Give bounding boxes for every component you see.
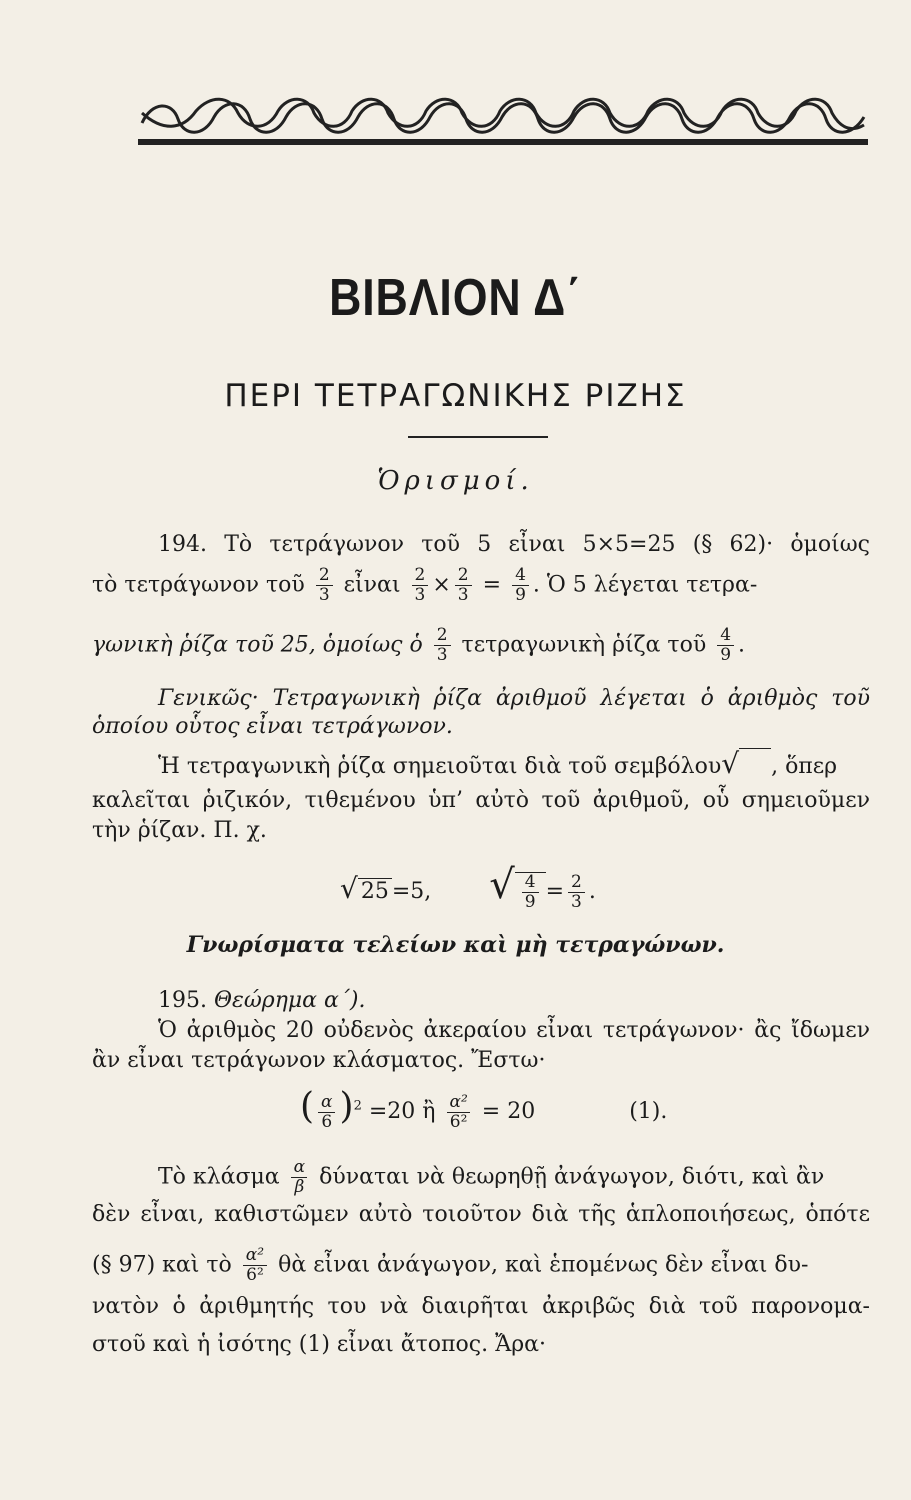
fraction-two-thirds: $\frac{2}{3}$: [455, 566, 472, 605]
fraction-two-thirds: $\frac{2}{3}$: [412, 566, 429, 605]
fraction-two-thirds: $\frac{2}{3}$: [568, 873, 585, 912]
example-equations: [340, 862, 596, 912]
times-sign: ×: [432, 572, 451, 598]
equals-sign: =: [545, 879, 565, 904]
text: Τὸ κλάσμα: [158, 1164, 280, 1190]
fraction-a-over-b: $\frac{\alpha}{\beta}$: [291, 1158, 308, 1197]
text: . Ὁ 5 λέγεται τετρα-: [532, 572, 758, 598]
equation-1: ( $\frac{\alpha}{6}$ )$^2$ =20 ἢ $\frac{\text{α²}}{\text{6²}}$ = 20 (1).: [300, 1086, 668, 1132]
text: , ὅπερ: [771, 754, 838, 779]
definition-line-2: ὁποίου οὗτος εἶναι τετράγωνον.: [92, 714, 453, 739]
text: .: [588, 879, 596, 904]
ornamental-header-band: [138, 95, 868, 153]
fraction-two-thirds: $\frac{2}{3}$: [434, 626, 451, 665]
fraction-a2-over-62: $\frac{\text{α²}}{\text{6²}}$: [243, 1246, 267, 1285]
p195-line-5: [92, 1246, 870, 1285]
text: τετραγωνικὴ ῥίζα τοῦ: [461, 632, 707, 658]
theorem-name: Θεώρημα α΄).: [213, 988, 366, 1013]
text: = 20: [481, 1099, 536, 1124]
paragraph-number: 195.: [158, 988, 207, 1013]
p195-line-1: Ὁ ἀριθμὸς 20 οὐδενὸς ἀκεραίου εἶναι τετράγωνον· ἂς ἴδωμεν: [158, 1018, 870, 1043]
definition-line-1: Γενικῶς· Τετραγωνικὴ ῥίζα ἀριθμοῦ λέγεται ὁ ἀριθμὸς τοῦ: [158, 686, 870, 711]
text: εἶναι: [343, 572, 401, 598]
p195-line-2: ἂν εἶναι τετράγωνον κλάσματος. Ἔστω·: [92, 1048, 546, 1073]
chapter-title: ΠΕΡΙ ΤΕΤΡΑΓΩΝΙΚΗΣ ΡΙΖΗΣ: [224, 378, 687, 414]
text: =20 ἢ: [368, 1099, 436, 1124]
radicand: [515, 872, 546, 912]
p195-line-3: [158, 1158, 870, 1197]
text: θὰ εἶναι ἀνάγωγον, καὶ ἑπομένως δὲν εἶναι δυ-: [278, 1252, 809, 1278]
fraction-a2-over-62: $\frac{\text{α²}}{\text{6²}}$: [446, 1093, 470, 1132]
p195-line-6: νατὸν ὁ ἀριθμητής του νὰ διαιρῆται ἀκριβῶς διὰ τοῦ παρονομα-: [92, 1294, 870, 1319]
equation-tag: (1).: [629, 1099, 668, 1124]
symbol-line-1: [158, 748, 870, 782]
p195-label: [158, 986, 870, 1016]
radicand: 25: [358, 878, 392, 904]
section-title: Ὁρισμοί.: [377, 466, 534, 496]
p195-line-7: στοῦ καὶ ἡ ἰσότης (1) εἶναι ἄτοπος. Ἄρα·: [92, 1332, 546, 1357]
p195-line-4: δὲν εἶναι, καθιστῶμεν αὐτὸ τοιοῦτον διὰ τῆς ἁπλοποιήσεως, ὁπότε: [92, 1202, 870, 1227]
p194-line-1: 194. Τὸ τετράγωνον τοῦ 5 εἶναι 5×5=25 (§ 62)· ὁμοίως: [158, 532, 870, 557]
text: .: [738, 632, 746, 658]
fraction-four-ninths: $\frac{4}{9}$: [522, 873, 539, 912]
symbol-line-3: τὴν ῥίζαν. Π. χ.: [92, 818, 267, 843]
fraction-four-ninths: $\frac{4}{9}$: [717, 626, 734, 665]
p194-line-3: [92, 626, 872, 665]
exponent: 2: [353, 1098, 362, 1114]
text: Ἡ τετραγωνικὴ ῥίζα σημειοῦται διὰ τοῦ σεμβόλου: [158, 754, 722, 779]
radical-symbol: √: [721, 747, 771, 780]
fraction-two-thirds: $\frac{2}{3}$: [316, 566, 333, 605]
text: τὸ τετράγωνον τοῦ: [92, 572, 305, 598]
fraction-a-over-6: $\frac{\alpha}{6}$: [318, 1093, 335, 1132]
radical-symbol: √: [340, 872, 358, 905]
title-divider: [408, 436, 548, 438]
equals-sign: =: [482, 572, 502, 598]
symbol-line-2: καλεῖται ῥιζικόν, τιθεμένου ὑπ’ αὐτὸ τοῦ ἀριθμοῦ, οὗ σημειοῦμεν: [92, 788, 870, 813]
section-heading: Γνωρίσματα τελείων καὶ μὴ τετραγώνων.: [186, 932, 725, 958]
book-title: ΒΙΒΛΙΟΝ Δ΄: [329, 269, 582, 327]
p194-line-2: [92, 566, 872, 605]
fraction-four-ninths: $\frac{4}{9}$: [512, 566, 529, 605]
radical-symbol: √: [489, 862, 515, 908]
text: =5,: [391, 879, 432, 904]
text: (§ 97) καὶ τὸ: [92, 1252, 232, 1278]
text: γωνικὴ ῥίζα τοῦ 25, ὁμοίως ὁ: [92, 632, 423, 658]
text: δύναται νὰ θεωρηθῇ ἀνάγωγον, διότι, καὶ ἂν: [319, 1164, 825, 1190]
